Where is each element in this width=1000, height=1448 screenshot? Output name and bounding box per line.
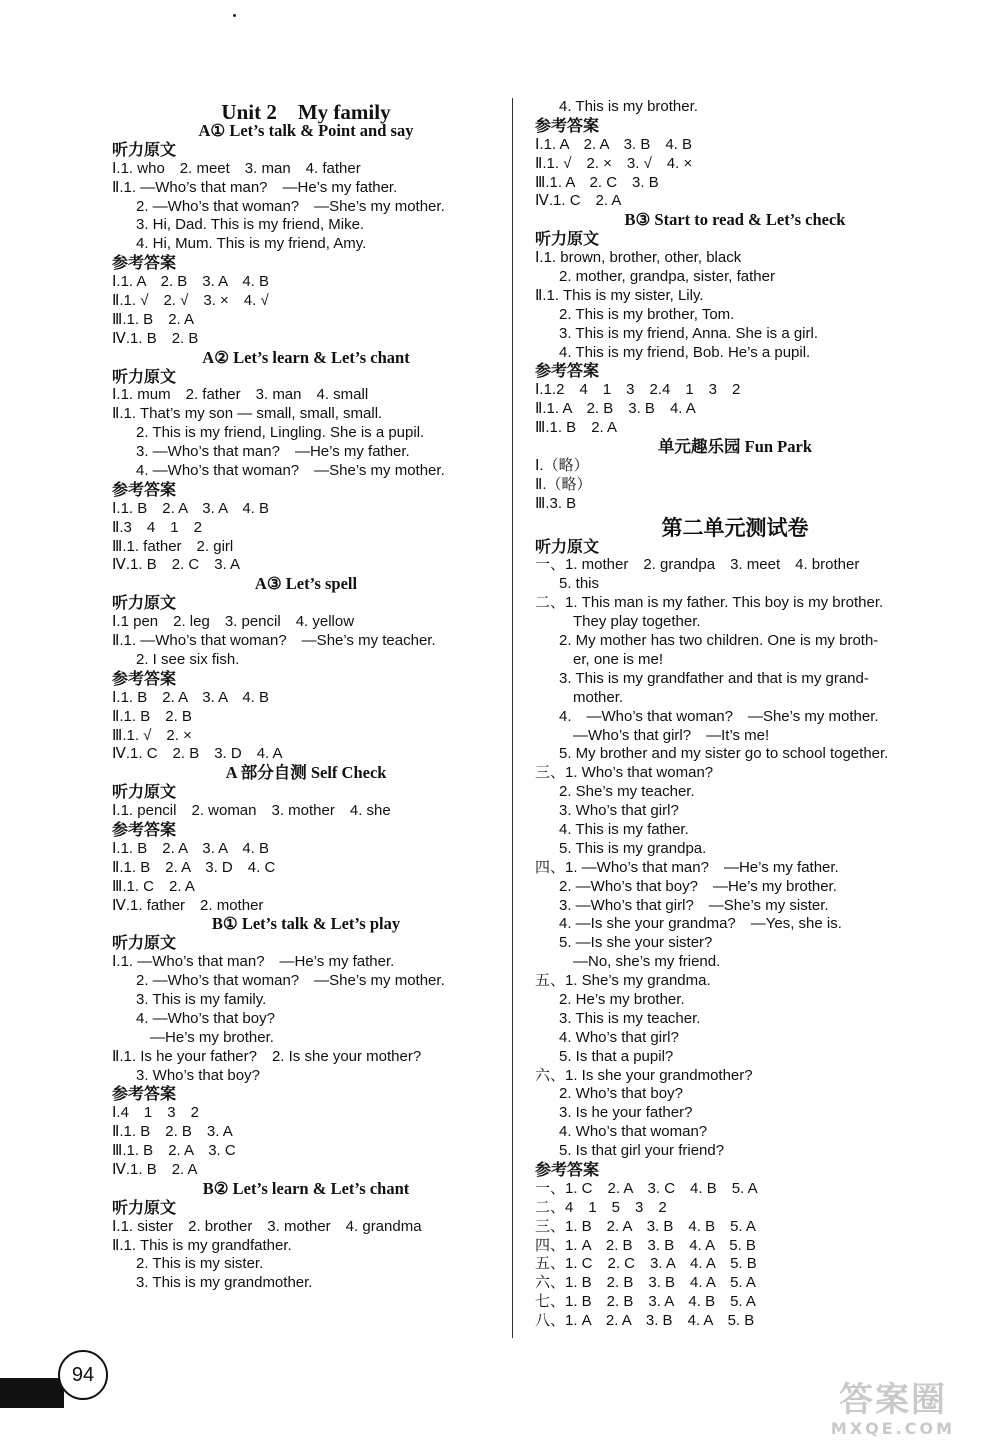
text-line: 2. Who’s that boy? <box>559 1085 683 1103</box>
text-line: 4. This is my father. <box>559 820 689 838</box>
text-line: Ⅰ.1. mum 2. father 3. man 4. small <box>112 386 369 404</box>
text-line: 2. He’s my brother. <box>559 990 685 1008</box>
text-line: 三、1. B 2. A 3. B 4. B 5. A <box>535 1217 756 1235</box>
text-line: 5. Is that a pupil? <box>559 1047 674 1065</box>
text-line: 四、1. A 2. B 3. B 4. A 5. B <box>535 1236 756 1254</box>
text-line: 3. This is my family. <box>136 990 267 1008</box>
text-line: Ⅱ.1. —Who’s that man? —He’s my father. <box>112 178 398 196</box>
section-heading: B② Let’s learn & Let’s chant <box>202 1178 410 1198</box>
section-label: 参考答案 <box>112 668 177 688</box>
text-line: Ⅱ.1. √ 2. √ 3. × 4. √ <box>112 292 269 310</box>
text-line: Ⅰ.1. A 2. A 3. B 4. B <box>535 135 693 153</box>
text-line: 2. I see six fish. <box>136 650 240 668</box>
section-heading: B③ Start to read & Let’s check <box>624 210 846 230</box>
text-line: 5. This is my grandpa. <box>559 839 707 857</box>
text-line: 二、1. This man is my father. This boy is my brother. <box>535 594 884 612</box>
text-line: 3. —Who’s that girl? —She’s my sister. <box>559 896 829 914</box>
section-label: 参考答案 <box>112 253 177 273</box>
text-line: Ⅲ.3. B <box>535 494 577 512</box>
text-line: Ⅱ.1. B 2. B <box>112 707 192 725</box>
text-line: 4. —Is she your grandma? —Yes, she is. <box>559 915 842 933</box>
section-label: 参考答案 <box>112 479 177 499</box>
section-heading: A① Let’s talk & Point and say <box>198 121 414 140</box>
section-label: 参考答案 <box>535 361 600 381</box>
section-label: 参考答案 <box>112 1084 177 1104</box>
section-heading: Unit 2 My family <box>221 100 391 124</box>
text-line: Ⅰ.1. —Who’s that man? —He’s my father. <box>112 953 395 971</box>
text-line: 2. —Who’s that boy? —He’s my brother. <box>559 877 837 895</box>
text-line: Ⅲ.1. A 2. C 3. B <box>535 173 659 191</box>
text-line: Ⅰ.1. brown, brother, other, black <box>535 249 742 267</box>
text-line: 4. This is my brother. <box>559 98 698 115</box>
text-line: Ⅰ.1. who 2. meet 3. man 4. father <box>112 159 361 177</box>
text-line: 4. —Who’s that boy? <box>136 1009 275 1027</box>
text-line: 4. —Who’s that woman? —She’s my mother. <box>559 707 879 725</box>
section-label: 听力原文 <box>112 593 177 613</box>
section-label: 听力原文 <box>112 139 177 159</box>
left-column <box>112 98 500 1293</box>
text-line: 四、1. —Who’s that man? —He’s my father. <box>535 858 839 876</box>
text-line: Ⅰ.1. A 2. B 3. A 4. B <box>112 273 270 291</box>
text-line: mother. <box>573 688 624 706</box>
text-line: 3. Who’s that girl? <box>559 802 679 820</box>
text-line: Ⅰ.1.2 4 1 3 2.4 1 3 2 <box>535 381 741 399</box>
text-line: 4. Who’s that girl? <box>559 1028 679 1046</box>
text-line: Ⅱ.1. Is he your father? 2. Is she your mother? <box>112 1047 422 1065</box>
text-line: 3. —Who’s that man? —He’s my father. <box>136 443 410 461</box>
text-line: Ⅱ.1. —Who’s that woman? —She’s my teacher. <box>112 632 436 650</box>
text-line: Ⅳ.1. B 2. A <box>112 1160 198 1178</box>
text-line: Ⅰ.1. pencil 2. woman 3. mother 4. she <box>112 802 391 820</box>
text-line: 5. My brother and my sister go to school together. <box>559 745 889 763</box>
text-line: 2. mother, grandpa, sister, father <box>559 268 775 286</box>
column-divider <box>512 98 513 1338</box>
text-line: 4. This is my friend, Bob. He’s a pupil. <box>559 343 811 361</box>
text-line: Ⅰ.1 pen 2. leg 3. pencil 4. yellow <box>112 613 355 631</box>
text-line: 三、1. Who’s that woman? <box>535 764 714 782</box>
text-line: 2. This is my brother, Tom. <box>559 305 735 323</box>
section-heading: A③ Let’s spell <box>254 574 358 594</box>
text-line: Ⅰ.4 1 3 2 <box>112 1104 199 1122</box>
text-line: Ⅱ.1. This is my grandfather. <box>112 1236 292 1254</box>
text-line: er, one is me! <box>573 650 664 668</box>
section-label: 听力原文 <box>112 782 177 802</box>
text-line: 3. This is my grandmother. <box>136 1274 313 1292</box>
section-label: 听力原文 <box>535 536 600 556</box>
text-line: 3. Who’s that boy? <box>136 1066 260 1084</box>
text-line: Ⅳ.1. C 2. B 3. D 4. A <box>112 745 283 763</box>
text-line: 一、1. mother 2. grandpa 3. meet 4. brother <box>535 556 860 574</box>
text-line: Ⅳ.1. C 2. A <box>535 192 622 210</box>
text-line: 二、4 1 5 3 2 <box>535 1198 667 1216</box>
text-line: Ⅱ.1. That’s my son — small, small, small. <box>112 405 383 423</box>
text-line: 一、1. C 2. A 3. C 4. B 5. A <box>535 1179 758 1197</box>
text-line: Ⅱ.1. This is my sister, Lily. <box>535 286 704 304</box>
watermark-logo-text: 答案圈 <box>839 1380 947 1420</box>
text-line: 3. Is he your father? <box>559 1104 693 1122</box>
text-line: Ⅲ.1. B 2. A 3. C <box>112 1142 236 1160</box>
text-line: 五、1. C 2. C 3. A 4. A 5. B <box>535 1255 757 1273</box>
section-heading: A 部分自测 Self Check <box>225 763 387 783</box>
text-line: Ⅱ.3 4 1 2 <box>112 518 202 536</box>
text-line: Ⅲ.1. C 2. A <box>112 877 195 895</box>
text-line: —No, she’s my friend. <box>573 953 721 971</box>
text-line: Ⅲ.1. B 2. A <box>112 310 195 328</box>
text-line: 5. Is that girl your friend? <box>559 1142 725 1160</box>
right-column <box>535 98 935 1331</box>
text-line: 2. This is my friend, Lingling. She is a pupil. <box>136 424 425 442</box>
section-label: 听力原文 <box>535 229 600 249</box>
text-line: Ⅲ.1. B 2. A <box>535 419 618 437</box>
text-line: Ⅳ.1. father 2. mother <box>112 896 264 914</box>
text-line: Ⅰ.1. B 2. A 3. A 4. B <box>112 688 270 706</box>
text-line: 5. —Is she your sister? <box>559 934 713 952</box>
text-line: 2. —Who’s that woman? —She’s my mother. <box>136 972 445 990</box>
text-line: Ⅱ.1. √ 2. × 3. √ 4. × <box>535 154 693 172</box>
section-label: 听力原文 <box>112 366 177 386</box>
watermark-url: MXQE.COM <box>830 1419 956 1438</box>
section-label: 听力原文 <box>112 933 177 953</box>
section-heading: B① Let’s talk & Let’s play <box>211 914 401 934</box>
text-line: Ⅰ.1. B 2. A 3. A 4. B <box>112 499 270 517</box>
text-line: Ⅰ.1. sister 2. brother 3. mother 4. grandma <box>112 1217 422 1235</box>
text-line: 3. This is my teacher. <box>559 1009 701 1027</box>
text-line: Ⅱ.（略） <box>535 475 592 493</box>
text-line: Ⅳ.1. B 2. B <box>112 329 199 347</box>
text-line: 2. She’s my teacher. <box>559 783 695 801</box>
text-line: 八、1. A 2. A 3. B 4. A 5. B <box>535 1312 755 1330</box>
section-label: 参考答案 <box>112 819 177 839</box>
section-heading: A② Let’s learn & Let’s chant <box>202 347 410 367</box>
text-line: Ⅲ.1. father 2. girl <box>112 537 234 555</box>
text-line: —Who’s that girl? —It’s me! <box>573 726 770 744</box>
text-line: Ⅳ.1. B 2. C 3. A <box>112 556 241 574</box>
text-line: Ⅱ.1. A 2. B 3. B 4. A <box>535 400 696 418</box>
text-line: Ⅱ.1. B 2. A 3. D 4. C <box>112 858 276 876</box>
text-line: 3. This is my grandfather and that is my grand- <box>559 669 869 687</box>
text-line: 2. My mother has two children. One is my broth- <box>559 632 879 650</box>
text-line: 六、1. B 2. B 3. B 4. A 5. A <box>535 1274 756 1292</box>
text-line: 4. Who’s that woman? <box>559 1123 708 1141</box>
text-line: They play together. <box>573 613 701 631</box>
section-heading: 第二单元测试卷 <box>661 515 809 540</box>
text-line: 4. Hi, Mum. This is my friend, Amy. <box>136 235 367 253</box>
text-line: 2. This is my sister. <box>136 1255 264 1273</box>
text-line: 五、1. She’s my grandma. <box>535 972 711 990</box>
watermark <box>798 1380 988 1440</box>
text-line: 3. Hi, Dad. This is my friend, Mike. <box>136 216 365 234</box>
text-line: —He’s my brother. <box>150 1028 274 1046</box>
speck <box>233 14 236 17</box>
corner-bar <box>0 1378 64 1408</box>
text-line: Ⅱ.1. B 2. B 3. A <box>112 1123 233 1141</box>
text-line: 六、1. Is she your grandmother? <box>535 1066 753 1084</box>
text-line: Ⅰ.1. B 2. A 3. A 4. B <box>112 839 270 857</box>
text-line: 4. —Who’s that woman? —She’s my mother. <box>136 462 445 480</box>
text-line: 2. —Who’s that woman? —She’s my mother. <box>136 197 445 215</box>
section-label: 参考答案 <box>535 115 600 135</box>
text-line: Ⅰ.（略） <box>535 456 589 474</box>
page-number: 94 <box>58 1350 108 1400</box>
text-line: 3. This is my friend, Anna. She is a girl. <box>559 324 819 342</box>
section-label: 听力原文 <box>112 1197 177 1217</box>
section-label: 参考答案 <box>535 1159 600 1179</box>
text-line: 七、1. B 2. B 3. A 4. B 5. A <box>535 1293 756 1311</box>
section-heading: 单元趣乐园 Fun Park <box>657 437 812 457</box>
text-line: 5. this <box>559 575 600 593</box>
text-line: Ⅲ.1. √ 2. × <box>112 726 192 744</box>
